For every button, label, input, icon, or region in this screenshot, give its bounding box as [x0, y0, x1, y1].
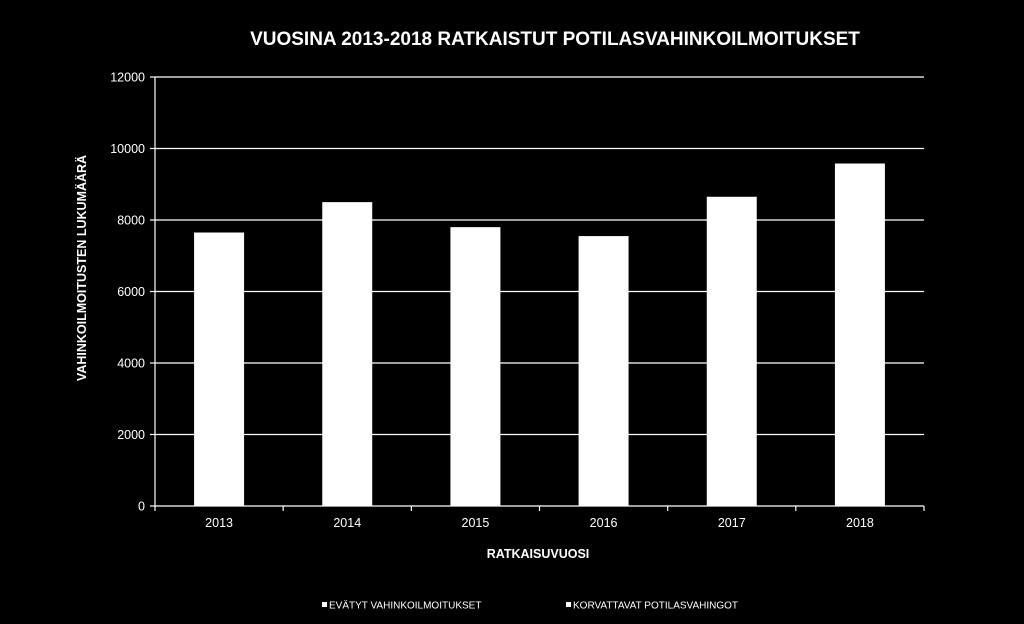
y-tick-labels	[110, 71, 145, 514]
bars	[194, 164, 885, 506]
bar-2015	[450, 227, 500, 506]
y-tick-label: 10000	[110, 142, 145, 156]
x-tick-label: 2018	[846, 516, 874, 530]
legend-label: KORVATTAVAT POTILASVAHINGOT	[573, 600, 739, 612]
x-tick-labels	[205, 516, 874, 530]
x-tick-label: 2016	[589, 516, 618, 530]
y-tick-label: 6000	[117, 285, 145, 299]
y-tick-label: 8000	[117, 213, 145, 228]
chart-title: VUOSINA 2013-2018 RATKAISTUT POTILASVAHINKOILMOITUKSET	[250, 29, 860, 50]
y-axis-title: VAHINKOILMOITUSTEN LUKUMÄÄRÄ	[75, 154, 89, 382]
legend-label: EVÄTYT VAHINKOILMOITUKSET	[329, 600, 482, 612]
bar-2018	[835, 164, 885, 506]
x-axis-title: RATKAISUVUOSI	[486, 547, 590, 561]
legend-swatch	[566, 602, 571, 607]
bar-2017	[707, 197, 757, 506]
x-tick-label: 2014	[333, 516, 362, 530]
legend	[322, 600, 738, 612]
legend-swatch	[322, 602, 327, 607]
bar-2014	[322, 202, 372, 506]
x-tick-label: 2017	[717, 516, 746, 530]
y-tick-label: 2000	[117, 428, 145, 442]
y-tick-label: 0	[138, 499, 145, 514]
x-tick-label: 2013	[205, 516, 233, 530]
y-tick-label: 4000	[117, 356, 145, 371]
y-tick-label: 12000	[110, 70, 145, 85]
axes	[155, 77, 924, 511]
x-tick-label: 2015	[461, 516, 490, 530]
bar-2016	[579, 236, 629, 506]
gridlines	[150, 77, 924, 506]
bar-2013	[194, 233, 244, 506]
